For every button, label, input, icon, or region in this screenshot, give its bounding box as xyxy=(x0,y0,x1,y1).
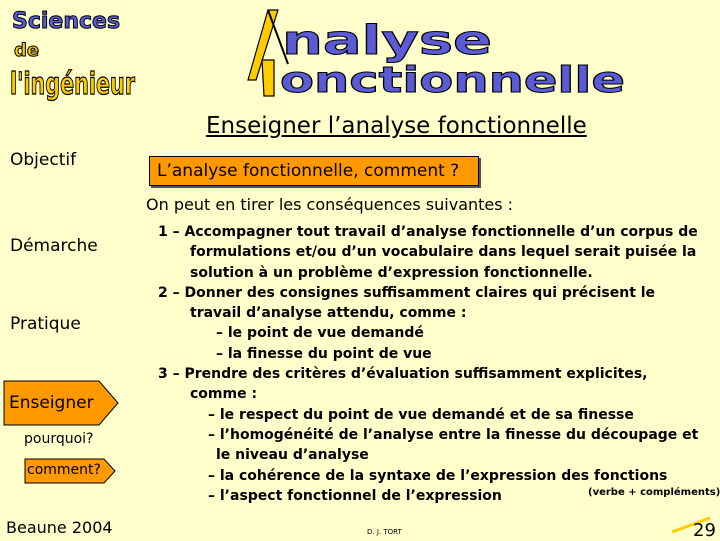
consequences-list xyxy=(150,222,710,506)
logo-f-icon xyxy=(262,60,274,96)
list-item: – le point de vue demandé xyxy=(216,325,424,342)
logo-ingenieur-text: l'ingénieur xyxy=(10,67,136,102)
sidebar-enseigner-label: Enseigner xyxy=(9,393,94,413)
intro-text: On peut en tirer les conséquences suivantes : xyxy=(146,195,514,214)
footer-beaune: Beaune 2004 xyxy=(6,518,113,537)
list-item: formulations et/ou d’un vocabulaire dans lequel serait puisée la xyxy=(190,244,697,261)
logo-onctionnelle-text: onctionnelle xyxy=(280,60,625,101)
logo-sciences-text: Sciences xyxy=(12,9,121,34)
list-item: 3 – Prendre des critères d’évaluation suffisamment explicites, xyxy=(158,366,648,383)
note-verbe-complements: (verbe + compléments) xyxy=(588,487,720,498)
sidebar-pratique[interactable]: Pratique xyxy=(10,314,81,334)
list-item: le niveau d’analyse xyxy=(216,447,369,464)
list-item: – l’aspect fonctionnel de l’expression xyxy=(208,487,502,504)
sidebar-comment-button[interactable] xyxy=(24,458,116,484)
page-title: Enseigner l’analyse fonctionnelle xyxy=(206,113,587,139)
list-item: solution à un problème d’expression fonctionnelle. xyxy=(190,264,593,281)
list-item: comme : xyxy=(190,386,258,403)
sidebar-pourquoi[interactable]: pourquoi? xyxy=(24,431,94,447)
sidebar-objectif[interactable]: Objectif xyxy=(10,150,77,170)
list-item: 2 – Donner des consignes suffisamment claires qui précisent le xyxy=(158,284,656,301)
list-item: – la finesse du point de vue xyxy=(216,345,432,362)
sidebar-comment-label: comment? xyxy=(27,462,101,478)
list-item: travail d’analyse attendu, comme : xyxy=(190,305,467,322)
sidebar-demarche[interactable]: Démarche xyxy=(10,236,98,256)
page-number: 29 xyxy=(693,520,716,541)
question-banner: L’analyse fonctionnelle, comment ? xyxy=(149,156,479,186)
logo-de-text: de xyxy=(14,40,40,61)
sciences-ingenieur-logo xyxy=(10,4,142,102)
list-item: – la cohérence de la syntaxe de l’expression des fonctions xyxy=(208,467,668,484)
logo-nalyse-text: nalyse xyxy=(282,18,492,64)
list-item: – l’homogénéité de l’analyse entre la finesse du découpage et xyxy=(208,426,699,443)
list-item: – le respect du point de vue demandé et de sa finesse xyxy=(208,406,634,423)
analyse-fonctionnelle-logo xyxy=(238,2,638,100)
sidebar-enseigner-button[interactable] xyxy=(3,380,119,426)
small-footer: D. J. TORT xyxy=(367,528,402,536)
list-item: 1 – Accompagner tout travail d’analyse fonctionnelle d’un corpus de xyxy=(158,224,698,240)
